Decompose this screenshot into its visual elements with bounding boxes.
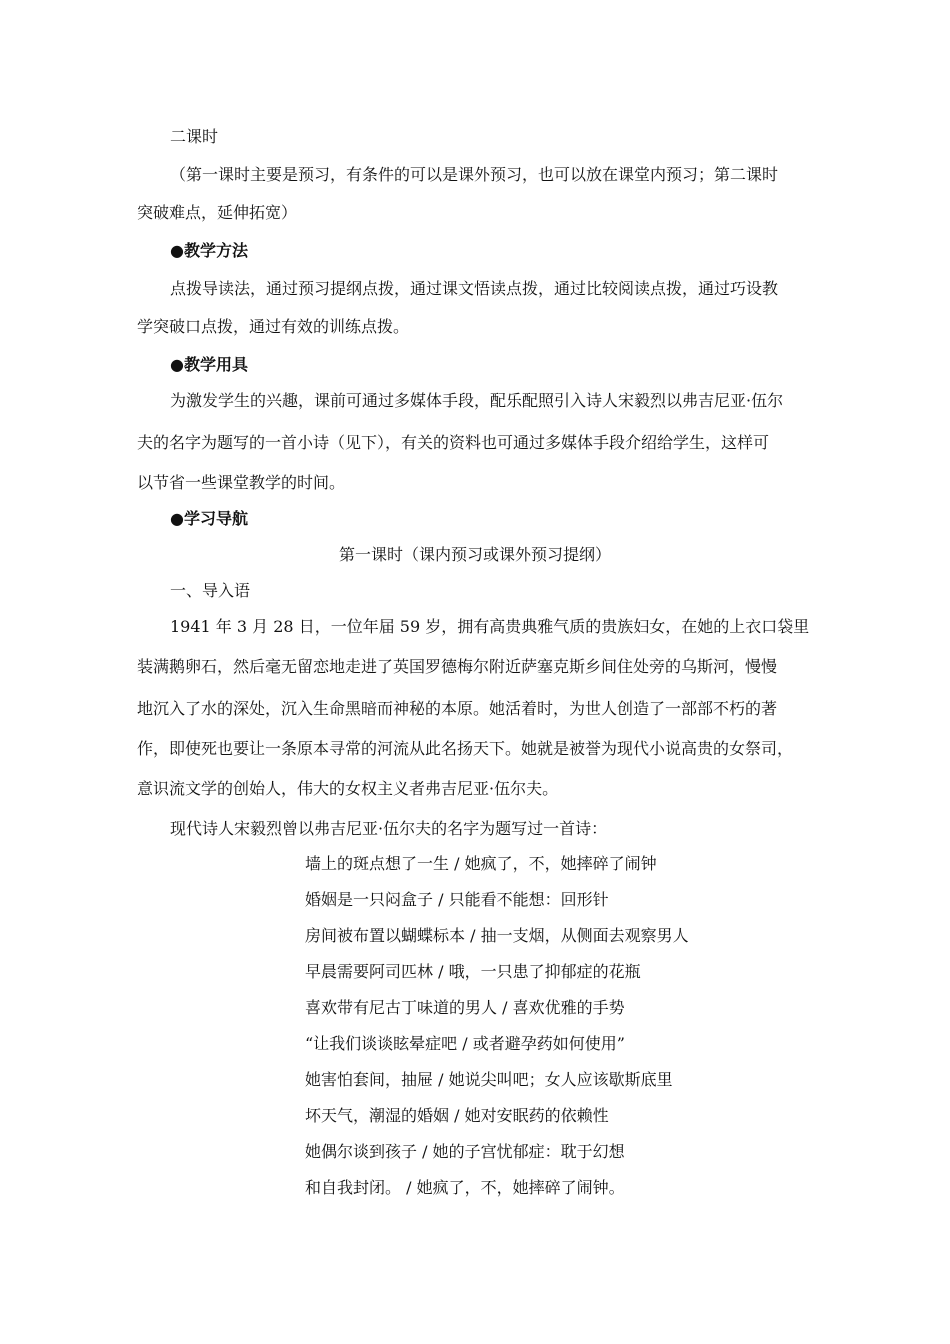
intro-line-4: 作，即使死也要让一条原本寻常的河流从此名扬天下。她就是被誉为现代小说高贵的女祭司， bbox=[137, 739, 794, 758]
intro-line-3: 地沉入了水的深处，沉入生命黑暗而神秘的本原。她活着时，为世人创造了一部部不朽的著 bbox=[137, 699, 778, 718]
method-line-1: 点拨导读法，通过预习提纲点拨，通过课文悟读点拨，通过比较阅读点拨，通过巧设教 bbox=[170, 279, 779, 298]
intro-line-2: 装满鹅卵石，然后毫无留恋地走进了英国罗德梅尔附近萨塞克斯乡间住处旁的乌斯河，慢慢 bbox=[137, 657, 778, 676]
intro-line-5: 意识流文学的创始人，伟大的女权主义者弗吉尼亚·伍尔夫。 bbox=[137, 779, 559, 798]
method-line-2: 学突破口点拨，通过有效的训练点拨。 bbox=[137, 317, 410, 336]
poem-line: 坏天气，潮湿的婚姻 / 她对安眠药的依赖性 bbox=[305, 1106, 609, 1125]
poem-line: 墙上的斑点想了一生 / 她疯了，不，她摔碎了闹钟 bbox=[305, 854, 657, 873]
poem-line: 和自我封闭。 / 她疯了，不，她摔碎了闹钟。 bbox=[305, 1178, 625, 1197]
periods-text: 二课时 bbox=[170, 127, 219, 146]
tools-heading: ●教学用具 bbox=[170, 355, 248, 374]
poem-line: 喜欢带有尼古丁味道的男人 / 喜欢优雅的手势 bbox=[305, 998, 625, 1017]
guide-heading: ●学习导航 bbox=[170, 509, 248, 528]
intro-heading: 一、导入语 bbox=[170, 581, 251, 600]
tools-line-2: 夫的名字为题写的一首小诗（见下），有关的资料也可通过多媒体手段介绍给学生，这样可 bbox=[137, 433, 770, 452]
poem-line: 婚姻是一只闷盒子 / 只能看不能想：回形针 bbox=[305, 890, 609, 909]
poem-line: 房间被布置以蝴蝶标本 / 抽一支烟，从侧面去观察男人 bbox=[305, 926, 689, 945]
intro-line-1: 1941 年 3 月 28 日，一位年届 59 岁，拥有高贵典雅气质的贵族妇女，在她的上衣口袋里 bbox=[170, 617, 810, 636]
periods-note-line-1: （第一课时主要是预习，有条件的可以是课外预习，也可以放在课堂内预习；第二课时 bbox=[170, 165, 779, 184]
tools-line-3: 以节省一些课堂教学的时间。 bbox=[137, 473, 346, 492]
poem-line: 她害怕套间，抽屉 / 她说尖叫吧；女人应该歇斯底里 bbox=[305, 1070, 673, 1089]
poem-line: 她偶尔谈到孩子 / 她的子宫忧郁症：耽于幻想 bbox=[305, 1142, 625, 1161]
poem-intro: 现代诗人宋毅烈曾以弗吉尼亚·伍尔夫的名字为题写过一首诗： bbox=[170, 819, 608, 838]
poem-line: 早晨需要阿司匹林 / 哦，一只患了抑郁症的花瓶 bbox=[305, 962, 641, 981]
method-heading: ●教学方法 bbox=[170, 241, 248, 260]
lesson-title: 第一课时（课内预习或课外预习提纲） bbox=[338, 545, 611, 564]
tools-line-1: 为激发学生的兴趣，课前可通过多媒体手段，配乐配照引入诗人宋毅烈以弗吉尼亚·伍尔 bbox=[170, 391, 784, 410]
periods-note-line-2: 突破难点，延伸拓宽） bbox=[137, 203, 298, 222]
poem-line: “让我们谈谈眩晕症吧 / 或者避孕药如何使用” bbox=[305, 1034, 625, 1053]
